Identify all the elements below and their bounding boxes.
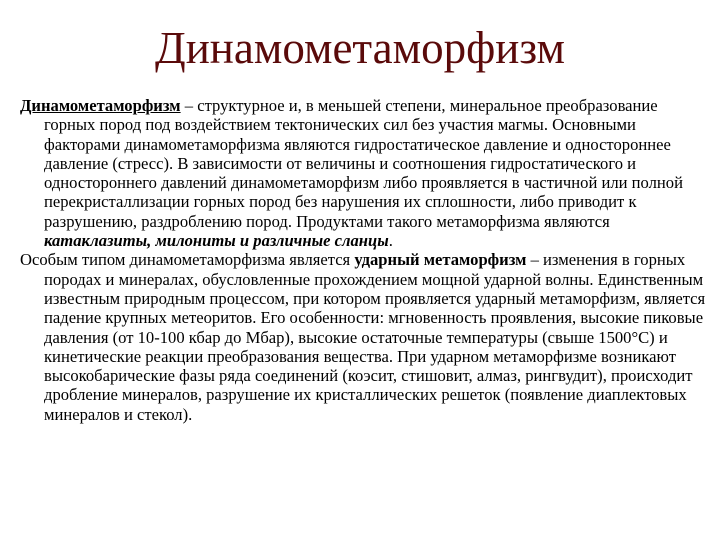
paragraph-dynamometamorphism: [20, 96, 710, 250]
paragraph1-end: .: [388, 231, 393, 251]
paragraph1-text: – структурное и, в меньшей степени, минеральное преобразование горных пород под воздействием тектонических сил без участия магмы. Основными факторами динамометаморфизма являются гидростатическое давление и одностороннее давление (стресс). В зависимости от величины и соотношения гидростатического и одностороннего давлений динамометаморфизм либо проявляется в частичной или полной перекристаллизации горных пород без нарушения их сплошности, либо приводит к разрушению, раздроблению пород. Продуктами такого метаморфизма являются: [44, 96, 683, 231]
metamorphism-products: катаклазиты, милониты и различные сланцы: [44, 231, 389, 251]
term-impact-metamorphism: ударный метаморфизм: [354, 250, 527, 270]
slide-title: Динамометаморфизм: [155, 23, 565, 73]
term-dynamometamorphism: Динамометаморфизм: [20, 96, 181, 115]
paragraph2-intro: Особым типом динамометаморфизма является: [20, 250, 355, 270]
paragraph2-text: – изменения в горных породах и минералах, обусловленные прохождением мощной ударной волны. Единственным известным природным процессом, при котором проявляется ударный метаморфизм, является падение крупных метеоритов. Его особенности: мгновенность проявления, высокие пиковые давления (от 10-100 кбар до Мбар), высокие остаточные температуры (свыше 1500°C) и кинетические реакции преобразования вещества. При ударном метаморфизме возникают высокобарические фазы ряда соединений (коэсит, стишовит, алмаз, рингвудит), происходит дробление минералов, разрушение их кристаллических решеток (появление диаплектовых минералов и стекол).: [44, 250, 706, 424]
slide-body: [20, 96, 710, 424]
paragraph-impact-metamorphism: [20, 250, 710, 424]
